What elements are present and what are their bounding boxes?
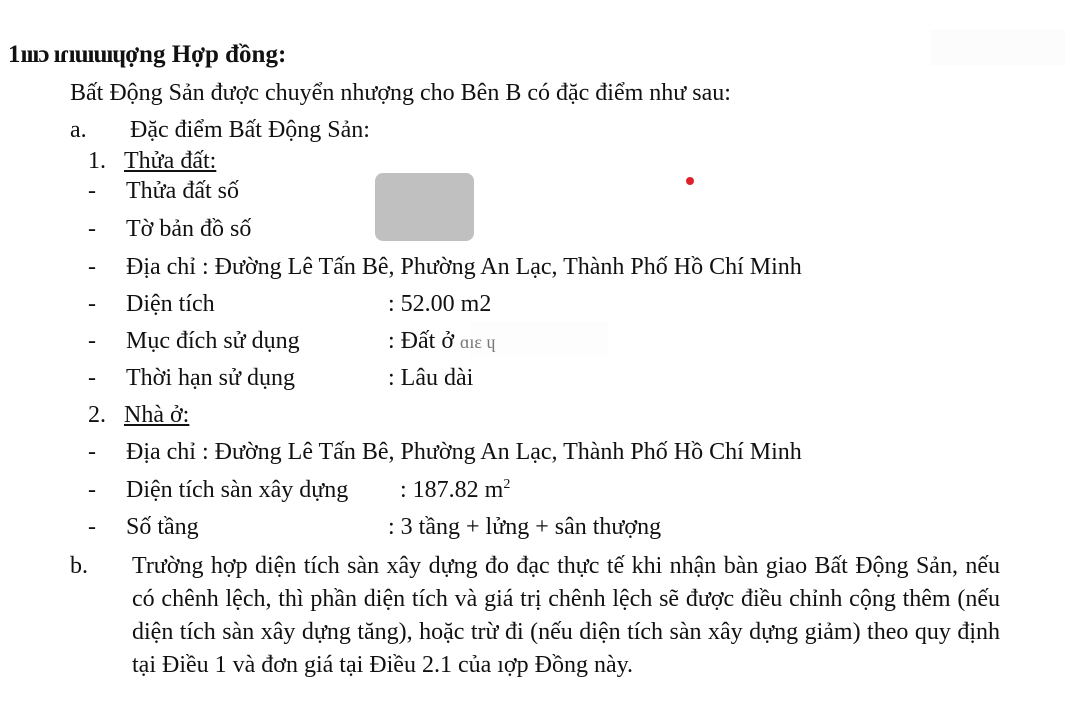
item-label: Thời hạn sử dụng	[126, 365, 296, 391]
section-number: 1	[8, 41, 21, 68]
dash: -	[88, 216, 96, 242]
part-b-label: b.	[70, 553, 88, 579]
item-label: Địa chỉ : Đường Lê Tấn Bê, Phường An Lạc, Thành Phố Hồ Chí Minh	[126, 439, 802, 465]
item-label: Tờ bản đồ số	[126, 216, 252, 242]
land-heading	[88, 146, 216, 176]
item-value: : Lâu dài	[388, 365, 474, 391]
part-a-label: a.	[70, 117, 87, 143]
dash: -	[88, 439, 96, 465]
item-label: Thửa đất số	[126, 178, 239, 204]
item-value: : 187.82 m	[400, 477, 504, 503]
redaction-box	[375, 173, 474, 241]
item-value: : 3 tầng + lửng + sân thượng	[388, 514, 662, 540]
superscript: 2	[503, 477, 511, 492]
house-item-floor-area	[88, 475, 510, 505]
item-value-smudged: ɑıɛ ɥ	[460, 332, 496, 352]
land-item-term	[88, 363, 473, 393]
land-item-purpose	[88, 326, 496, 357]
house-title: Nhà ở:	[124, 402, 190, 428]
dash: -	[88, 514, 96, 540]
land-number: 1.	[88, 148, 106, 174]
item-label: Địa chỉ : Đường Lê Tấn Bê, Phường An Lạc, Thành Phố Hồ Chí Minh	[126, 254, 802, 280]
dash: -	[88, 477, 96, 503]
item-value: : 52.00 m2	[388, 291, 492, 317]
item-label: Diện tích sàn xây dựng	[126, 477, 349, 503]
item-value: : Đất ở	[388, 328, 455, 354]
dash: -	[88, 178, 96, 204]
section-title-garbled: ıııɔ ıɾıuıuıɥ	[20, 41, 126, 68]
house-number: 2.	[88, 402, 106, 428]
house-heading	[88, 400, 189, 430]
item-label: Số tầng	[126, 514, 199, 540]
item-label: Diện tích	[126, 291, 215, 317]
dash: -	[88, 328, 96, 354]
faint-redaction-top	[930, 30, 1065, 65]
land-item-address	[88, 252, 802, 282]
house-item-floors	[88, 512, 661, 542]
intro-text: Bất Động Sản được chuyển nhượng cho Bên B có đặc điểm như sau:	[70, 80, 731, 106]
part-a-heading	[70, 115, 370, 145]
dash: -	[88, 291, 96, 317]
land-title: Thửa đất:	[124, 148, 217, 174]
land-item-area	[88, 289, 491, 319]
house-item-address	[88, 437, 802, 467]
section-title	[8, 40, 286, 70]
dash: -	[88, 254, 96, 280]
part-b-paragraph	[70, 550, 1000, 682]
section-title-text: ợng Hợp đồng:	[125, 41, 287, 68]
red-marker-dot	[686, 177, 694, 185]
land-item-parcel-number	[88, 176, 239, 206]
part-b-text: Trường hợp diện tích sàn xây dựng đo đạc thực tế khi nhận bàn giao Bất Động Sản, nếu có chênh lệch, thì phần diện tích và giá trị chênh lệch sẽ được điều chỉnh cộng thêm (nếu diện tích sàn xây dựng tăng), hoặc trừ đi (nếu diện tích sàn xây dựng giảm) theo quy định tại Điều 1 và đơn giá tại Điều 2.1 của ıợp Đồng này.	[132, 553, 1000, 678]
dash: -	[88, 365, 96, 391]
item-label: Mục đích sử dụng	[126, 328, 300, 354]
part-a-title: Đặc điểm Bất Động Sản:	[130, 117, 370, 143]
land-item-map-sheet	[88, 214, 251, 244]
